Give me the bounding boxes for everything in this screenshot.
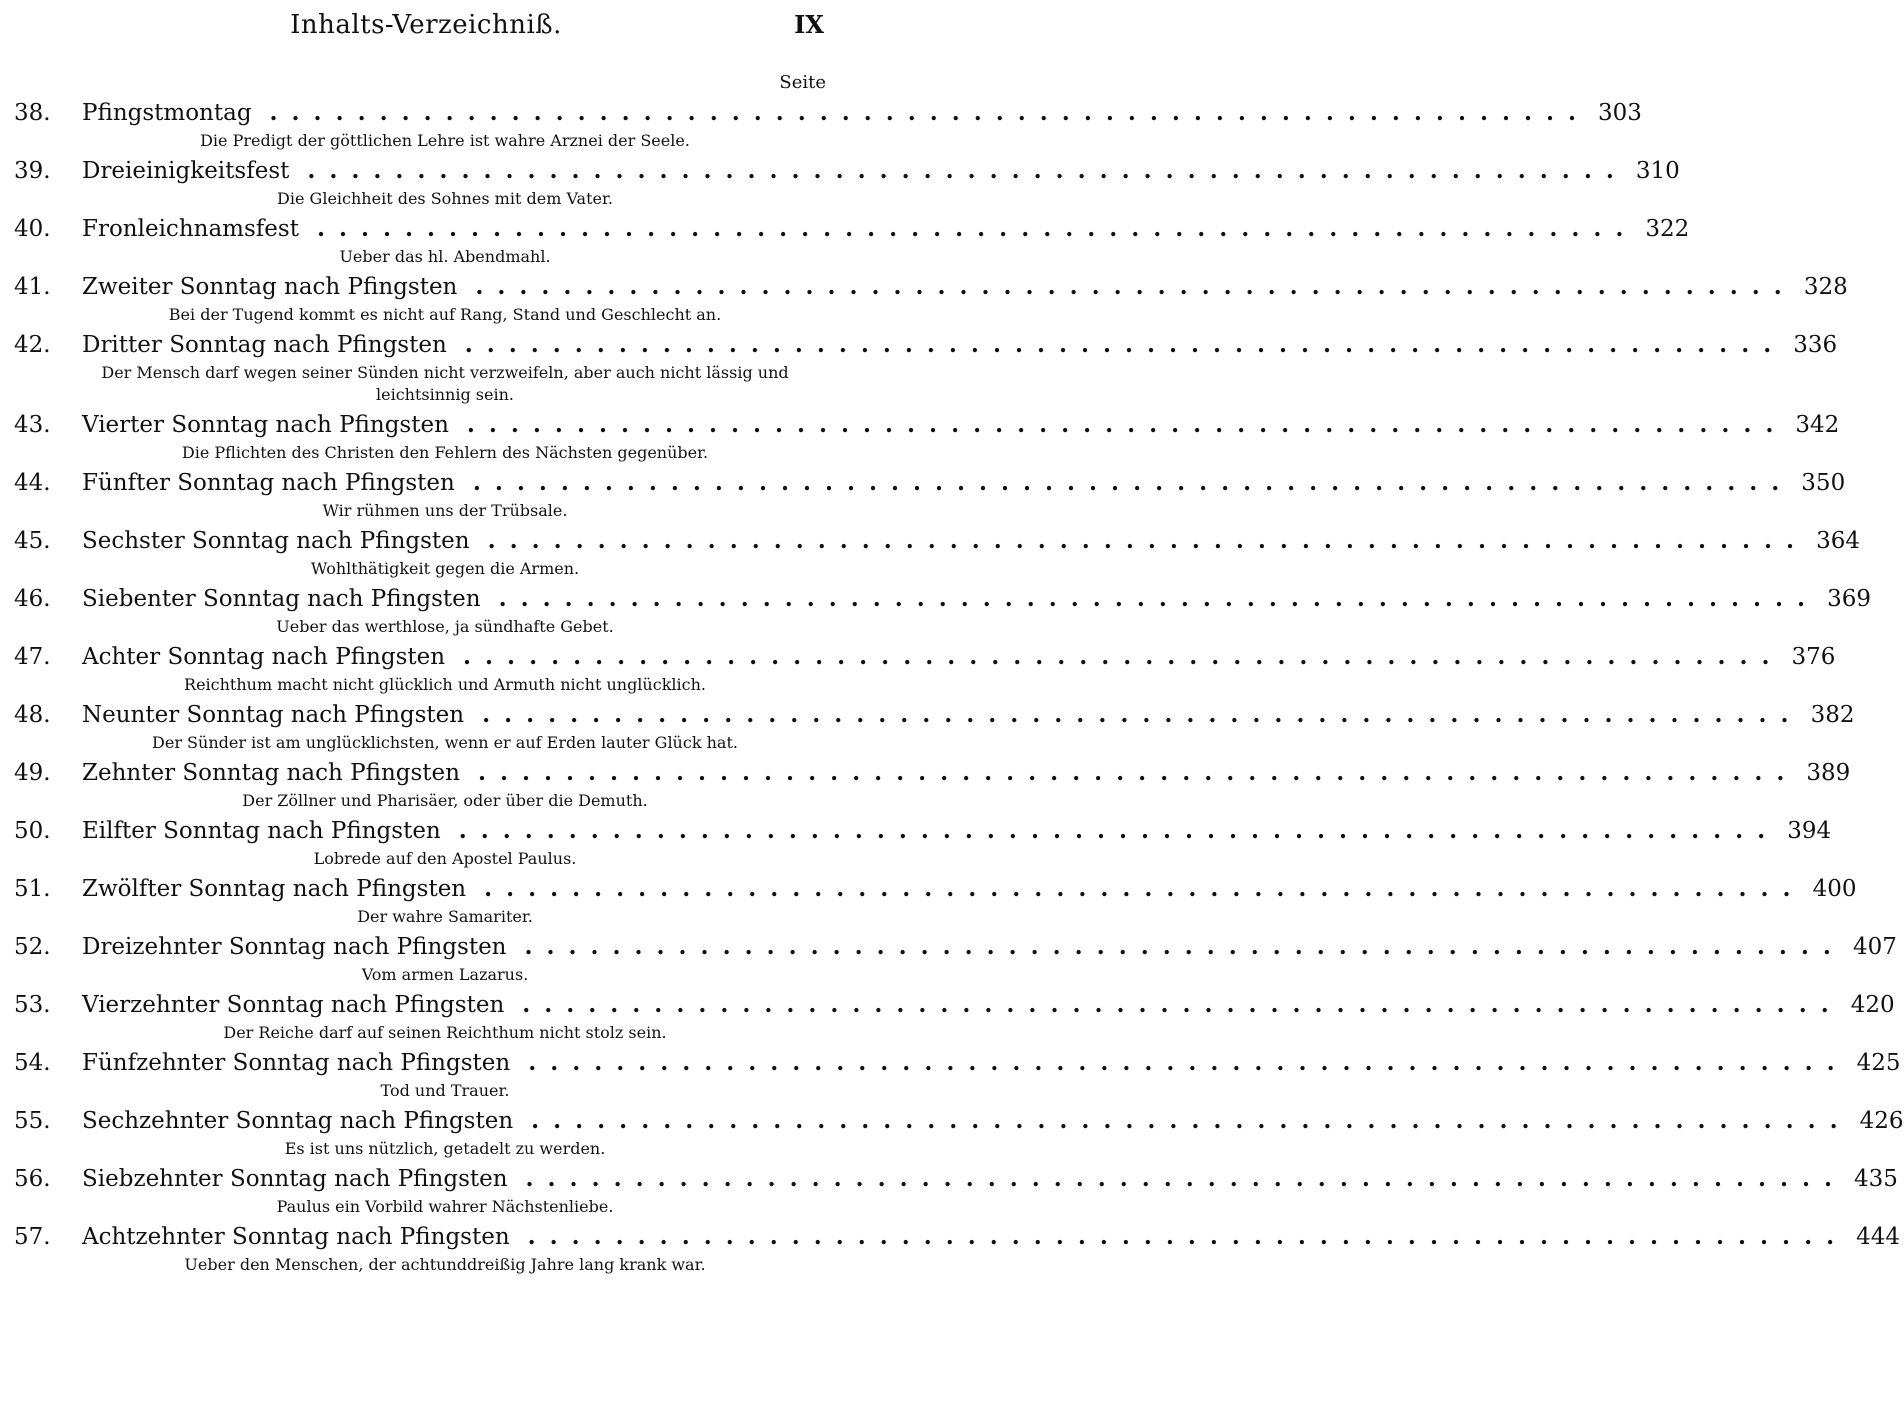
entry-title: Zwölfter Sonntag nach Pfingsten [82, 876, 467, 902]
entry-title: Dreizehnter Sonntag nach Pfingsten [82, 934, 507, 960]
entry-title: Vierzehnter Sonntag nach Pfingsten [82, 992, 505, 1018]
entry-page-number: 426 [1859, 1108, 1904, 1134]
entry-title: Sechzehnter Sonntag nach Pfingsten [82, 1108, 514, 1134]
table-of-contents [14, 96, 1904, 1278]
dot-leader: ............................................................ [484, 875, 1805, 902]
entry-subtitle: Der wahre Samariter. [357, 907, 533, 926]
entry-page-number: 394 [1787, 818, 1832, 844]
toc-entry [14, 814, 1832, 870]
entry-number: 51. [14, 876, 51, 902]
entry-subtitle: Ueber das werthlose, ja sündhafte Gebet. [276, 617, 614, 636]
dot-leader: ............................................................ [525, 1165, 1846, 1192]
dot-leader: ............................................................ [466, 411, 1788, 438]
entry-title: Fünfter Sonntag nach Pfingsten [82, 470, 455, 496]
toc-entry [14, 466, 1846, 522]
toc-entry-line [14, 988, 1895, 1022]
entry-page-number: 336 [1793, 332, 1838, 358]
entry-page-number: 350 [1801, 470, 1846, 496]
toc-entry [14, 756, 1851, 812]
toc-entry [14, 988, 1895, 1044]
dot-leader: ............................................................ [464, 331, 1786, 358]
toc-entry [14, 1162, 1898, 1218]
dot-leader: ............................................................ [487, 527, 1809, 554]
toc-entry-line [14, 1046, 1901, 1080]
toc-entry-line [14, 756, 1851, 790]
entry-number: 52. [14, 934, 51, 960]
toc-entry [14, 930, 1897, 986]
toc-entry-line [14, 872, 1857, 906]
entry-number: 38. [14, 100, 51, 126]
dot-leader: ............................................................ [524, 933, 1845, 960]
entry-title: Siebenter Sonntag nach Pfingsten [82, 586, 481, 612]
entry-page-number: 328 [1803, 274, 1848, 300]
entry-subtitle: Es ist uns nützlich, getadelt zu werden. [284, 1139, 606, 1158]
toc-entry [14, 1220, 1900, 1276]
toc-entry-line [14, 930, 1897, 964]
entry-subtitle: Die Predigt der göttlichen Lehre ist wahre Arznei der Seele. [200, 131, 690, 150]
dot-leader: ............................................................ [307, 157, 1628, 184]
toc-entry-line [14, 466, 1846, 500]
dot-leader: ............................................................ [482, 701, 1803, 728]
toc-entry-line [14, 524, 1860, 558]
entry-subtitle: Der Sünder ist am unglücklichsten, wenn er auf Erden lauter Glück hat. [152, 733, 738, 752]
entry-subtitle: Wohlthätigkeit gegen die Armen. [310, 559, 580, 578]
dot-leader: ............................................................ [527, 1223, 1849, 1250]
entry-page-number: 322 [1645, 216, 1690, 242]
dot-leader: ............................................................ [522, 991, 1843, 1018]
entry-page-number: 310 [1635, 158, 1680, 184]
entry-number: 54. [14, 1050, 51, 1076]
dot-leader: ............................................................ [477, 759, 1799, 786]
entry-page-number: 303 [1598, 100, 1642, 126]
entry-page-number: 420 [1850, 992, 1895, 1018]
entry-number: 53. [14, 992, 51, 1018]
toc-entry [14, 640, 1836, 696]
entry-number: 44. [14, 470, 51, 496]
entry-number: 39. [14, 158, 51, 184]
page-number: IX [794, 10, 824, 39]
dot-leader: ............................................................ [463, 643, 1784, 670]
entry-title: Siebzehnter Sonntag nach Pfingsten [82, 1166, 508, 1192]
page-title: Inhalts-Verzeichniß. [290, 10, 562, 40]
entry-title: Dreieinigkeitsfest [82, 158, 290, 184]
entry-page-number: 407 [1852, 934, 1897, 960]
entry-number: 50. [14, 818, 51, 844]
entry-page-number: 435 [1854, 1166, 1898, 1192]
entry-title: Eilfter Sonntag nach Pfingsten [82, 818, 441, 844]
entry-subtitle: Ueber das hl. Abendmahl. [339, 247, 551, 266]
entry-title: Achter Sonntag nach Pfingsten [82, 644, 446, 670]
dot-leader: ............................................................ [531, 1107, 1852, 1134]
toc-entry-line [14, 212, 1690, 246]
toc-entry-line [14, 814, 1832, 848]
entry-number: 55. [14, 1108, 51, 1134]
entry-number: 46. [14, 586, 51, 612]
entry-number: 41. [14, 274, 51, 300]
entry-subtitle: Bei der Tugend kommt es nicht auf Rang, Stand und Geschlecht an. [168, 305, 722, 324]
entry-subtitle: Der Reiche darf auf seinen Reichthum nicht stolz sein. [223, 1023, 667, 1042]
toc-entry-line [14, 640, 1836, 674]
toc-entry-line [14, 1220, 1900, 1254]
entry-title: Sechster Sonntag nach Pfingsten [82, 528, 470, 554]
entry-page-number: 400 [1812, 876, 1857, 902]
entry-number: 57. [14, 1224, 51, 1250]
entry-page-number: 389 [1806, 760, 1851, 786]
entry-title: Fronleichnamsfest [82, 216, 299, 242]
entry-page-number: 342 [1795, 412, 1840, 438]
entry-title: Pfingstmontag [82, 100, 252, 126]
toc-entry [14, 154, 1680, 210]
toc-entry [14, 270, 1848, 326]
toc-entry-line [14, 270, 1848, 304]
dot-leader: ............................................................ [475, 273, 1796, 300]
entry-page-number: 382 [1810, 702, 1855, 728]
toc-entry [14, 408, 1840, 464]
entry-subtitle: Tod und Trauer. [380, 1081, 510, 1100]
entry-page-number: 444 [1856, 1224, 1900, 1250]
entry-number: 56. [14, 1166, 51, 1192]
dot-leader: ............................................................ [498, 585, 1820, 612]
dot-leader: ............................................................ [472, 469, 1794, 496]
entry-page-number: 425 [1856, 1050, 1901, 1076]
entry-number: 42. [14, 332, 51, 358]
toc-entry [14, 1104, 1904, 1160]
toc-entry [14, 96, 1642, 152]
toc-entry [14, 698, 1855, 754]
entry-title: Fünfzehnter Sonntag nach Pfingsten [82, 1050, 511, 1076]
entry-subtitle: Der Zöllner und Pharisäer, oder über die Demuth. [242, 791, 648, 810]
toc-entry-line [14, 96, 1642, 130]
entry-subtitle: Ueber den Menschen, der achtunddreißig Jahre lang krank war. [184, 1255, 706, 1274]
entry-number: 48. [14, 702, 51, 728]
toc-entry [14, 872, 1857, 928]
entry-subtitle: Wir rühmen uns der Trübsale. [322, 501, 568, 520]
toc-entry [14, 212, 1690, 268]
dot-leader: ............................................................ [528, 1049, 1849, 1076]
entry-title: Zweiter Sonntag nach Pfingsten [82, 274, 458, 300]
dot-leader: ............................................................ [458, 817, 1780, 844]
entry-subtitle: Paulus ein Vorbild wahrer Nächstenliebe. [276, 1197, 614, 1216]
entry-page-number: 376 [1791, 644, 1836, 670]
entry-number: 47. [14, 644, 51, 670]
entry-subtitle: Die Gleichheit des Sohnes mit dem Vater. [277, 189, 613, 208]
page-column-label: Seite [779, 72, 826, 93]
entry-title: Zehnter Sonntag nach Pfingsten [82, 760, 460, 786]
toc-entry-line [14, 408, 1840, 442]
toc-entry [14, 328, 1838, 406]
dot-leader: ............................................................ [316, 215, 1638, 242]
entry-title: Dritter Sonntag nach Pfingsten [82, 332, 447, 358]
entry-page-number: 364 [1816, 528, 1860, 554]
toc-entry [14, 582, 1871, 638]
dot-leader: ............................................................ [269, 99, 1590, 126]
toc-entry-line [14, 1162, 1898, 1196]
entry-subtitle: Lobrede auf den Apostel Paulus. [313, 849, 577, 868]
toc-entry-line [14, 698, 1855, 732]
toc-entry [14, 1046, 1901, 1102]
toc-entry-line [14, 1104, 1904, 1138]
entry-subtitle: Die Pflichten des Christen den Fehlern des Nächsten gegenüber. [181, 443, 709, 462]
entry-subtitle: Der Mensch darf wegen seiner Sünden nicht verzweifeln, aber auch nicht lässig und leichtsinnig sein. [101, 363, 789, 404]
toc-entry [14, 524, 1860, 580]
entry-number: 49. [14, 760, 51, 786]
entry-subtitle: Vom armen Lazarus. [361, 965, 529, 984]
toc-entry-line [14, 328, 1838, 362]
entry-title: Neunter Sonntag nach Pfingsten [82, 702, 465, 728]
toc-entry-line [14, 154, 1680, 188]
entry-number: 45. [14, 528, 51, 554]
entry-page-number: 369 [1827, 586, 1871, 612]
entry-number: 43. [14, 412, 51, 438]
entry-title: Vierter Sonntag nach Pfingsten [82, 412, 449, 438]
entry-subtitle: Reichthum macht nicht glücklich und Armuth nicht unglücklich. [184, 675, 706, 694]
entry-title: Achtzehnter Sonntag nach Pfingsten [82, 1224, 510, 1250]
toc-entry-line [14, 582, 1871, 616]
entry-number: 40. [14, 216, 51, 242]
